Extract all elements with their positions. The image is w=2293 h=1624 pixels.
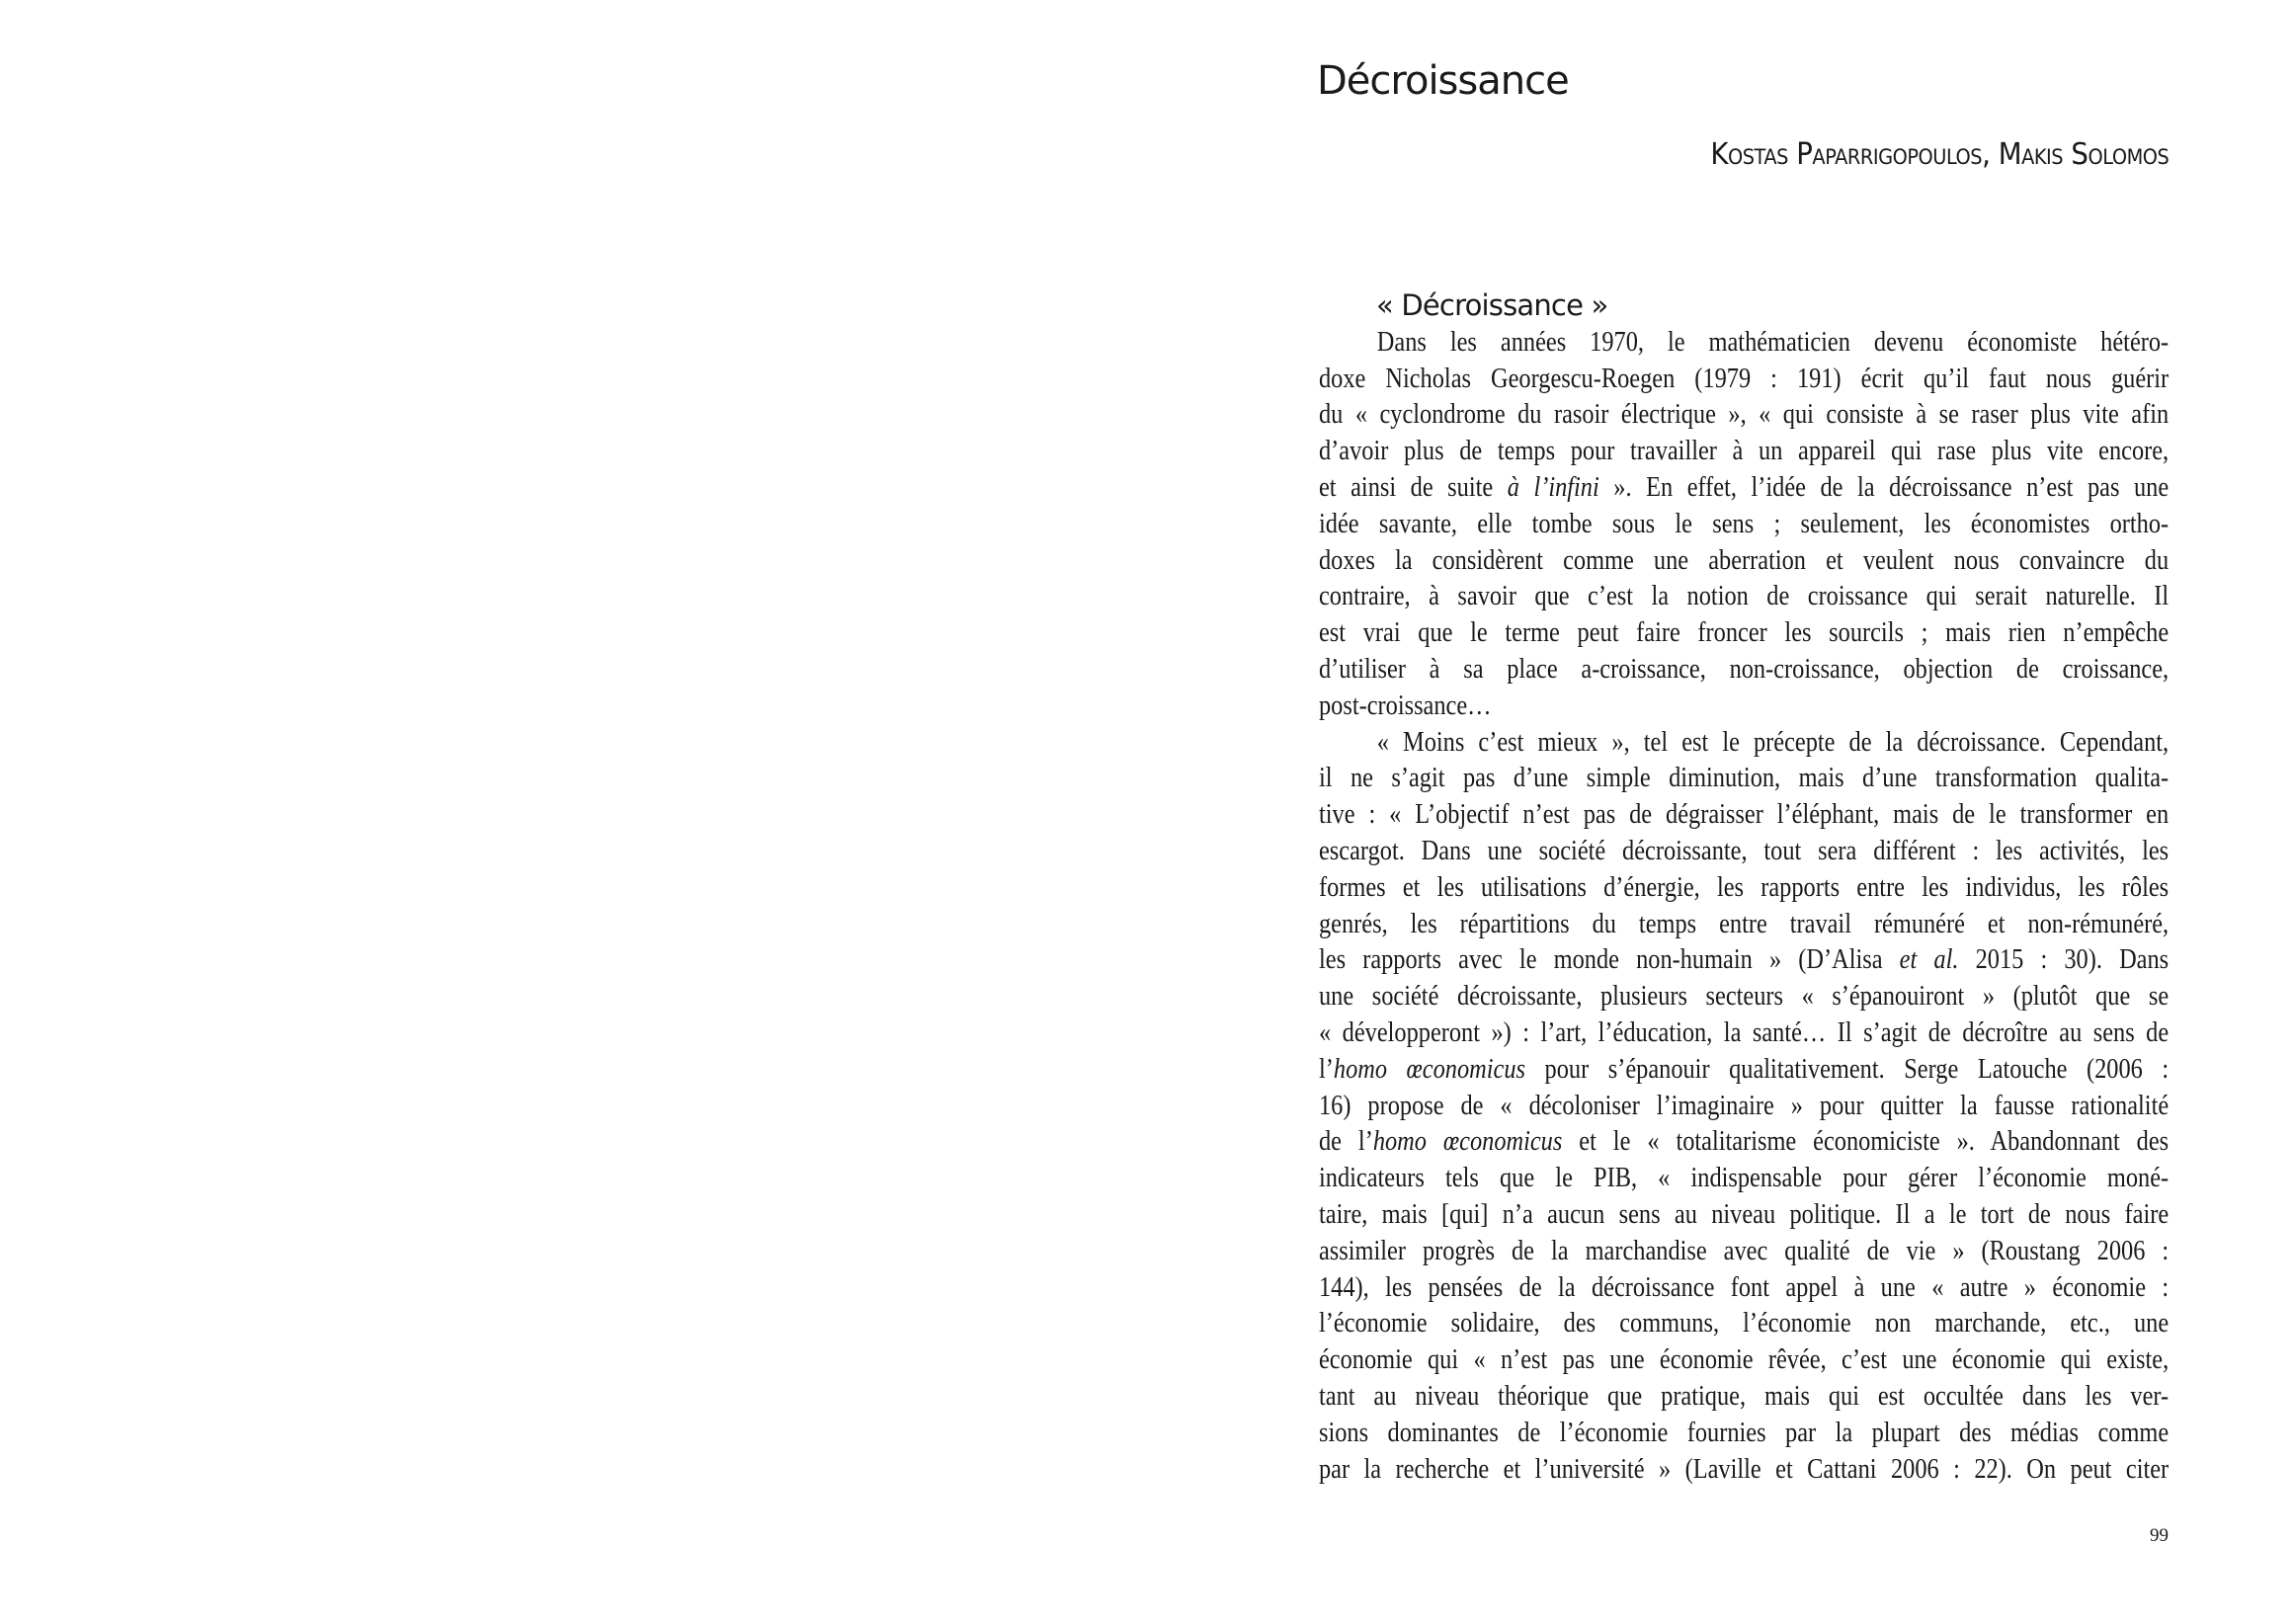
text-segment: tive : « L’objectif n’est pas de dégraisser l’éléphant, mais de le transformer en	[1319, 798, 2170, 831]
text-segment: 2015 : 30). Dans	[1958, 943, 2170, 976]
text-line	[1319, 1378, 2169, 1415]
text-segment: « Moins c’est mieux », tel est le précepte de la décroissance. Cependant,	[1376, 725, 2170, 758]
text-line	[1319, 1196, 2169, 1233]
text-line	[1319, 796, 2169, 833]
text-line	[1319, 906, 2169, 942]
italic-text: homo œconomicus	[1372, 1125, 1563, 1158]
text-segment: doxe Nicholas Georgescu-Roegen (1979 : 191) écrit qu’il faut nous guérir	[1319, 362, 2170, 394]
text-line	[1319, 1160, 2169, 1196]
text-segment: Dans les années 1970, le mathématicien devenu économiste hétéro-	[1376, 325, 2170, 358]
text-segment: d’utiliser à sa place a-croissance, non-croissance, objection de croissance,	[1319, 652, 2170, 685]
text-segment: et ainsi de suite	[1319, 470, 1508, 503]
text-line	[1319, 396, 2169, 433]
text-segment: doxes la considèrent comme une aberration et veulent nous convaincre du	[1319, 543, 2170, 576]
italic-text: à l’infini	[1507, 470, 1599, 503]
italic-text: et al.	[1899, 943, 1959, 976]
text-line	[1319, 433, 2169, 469]
text-segment: d’avoir plus de temps pour travailler à un appareil qui rase plus vite encore,	[1319, 435, 2170, 467]
text-segment: et le « totalitarisme économiciste ». Abandonnant des	[1562, 1125, 2170, 1158]
text-line	[1319, 724, 2169, 761]
text-segment: une société décroissante, plusieurs secteurs « s’épanouiront » (plutôt que se	[1319, 980, 2170, 1013]
text-line	[1319, 1015, 2169, 1051]
text-line	[1319, 1451, 2169, 1488]
paragraph-lines	[1319, 324, 2169, 1488]
text-line	[1319, 869, 2169, 906]
text-segment: pour s’épanouir qualitativement. Serge Latouche (2006 :	[1525, 1052, 2170, 1085]
italic-text: homo œconomicus	[1333, 1052, 1526, 1085]
text-segment: contraire, à savoir que c’est la notion de croissance qui serait naturelle. Il	[1319, 580, 2170, 612]
text-line	[1319, 614, 2169, 651]
text-segment: sions dominantes de l’économie fournies par la plupart des médias comme	[1319, 1416, 2170, 1448]
chapter-title: Décroissance	[1317, 58, 1569, 104]
chapter-authors: Kostas Paparrigopoulos, Makis Solomos	[1710, 137, 2169, 172]
text-line	[1319, 1123, 2169, 1160]
text-line	[1319, 361, 2169, 397]
text-segment: assimiler progrès de la marchandise avec qualité de vie » (Roustang 2006 :	[1319, 1234, 2170, 1266]
text-segment: 144), les pensées de la décroissance font appel à une « autre » économie :	[1319, 1270, 2170, 1303]
page-number: 99	[2150, 1525, 2169, 1546]
section-heading: « Décroissance »	[1376, 288, 1608, 322]
text-segment: ». En effet, l’idée de la décroissance n’est pas une	[1598, 470, 2170, 503]
text-segment: escargot. Dans une société décroissante, tout sera différent : les activités, les	[1319, 834, 2170, 866]
text-line	[1319, 688, 2169, 724]
text-line	[1319, 578, 2169, 614]
text-segment: est vrai que le terme peut faire froncer les sourcils ; mais rien n’empêche	[1319, 616, 2170, 649]
text-segment: les rapports avec le monde non-humain » (D’Alisa	[1319, 943, 1900, 976]
text-line	[1319, 1088, 2169, 1124]
text-segment: l’économie solidaire, des communs, l’économie non marchande, etc., une	[1319, 1307, 2170, 1340]
text-segment: du « cyclondrome du rasoir électrique », « qui consiste à se raser plus vite afin	[1319, 398, 2170, 431]
text-segment: idée savante, elle tombe sous le sens ; seulement, les économistes ortho-	[1319, 507, 2170, 539]
text-line	[1319, 469, 2169, 506]
text-segment: économie qui « n’est pas une économie rêvée, c’est une économie qui existe,	[1319, 1343, 2170, 1376]
text-line	[1319, 941, 2169, 978]
text-segment: indicateurs tels que le PIB, « indispensable pour gérer l’économie moné-	[1319, 1162, 2170, 1194]
text-line	[1319, 978, 2169, 1015]
text-segment: formes et les utilisations d’énergie, les rapports entre les individus, les rôles	[1319, 870, 2170, 903]
text-line	[1319, 1051, 2169, 1088]
text-segment: de l’	[1319, 1125, 1373, 1158]
text-segment: l’	[1319, 1052, 1334, 1085]
text-line	[1319, 324, 2169, 361]
text-line	[1319, 833, 2169, 869]
text-segment: tant au niveau théorique que pratique, mais qui est occultée dans les ver-	[1319, 1379, 2170, 1412]
text-segment: post-croissance…	[1319, 689, 1492, 721]
text-segment: genrés, les répartitions du temps entre travail rémunéré et non-rémunéré,	[1319, 907, 2170, 939]
text-segment: par la recherche et l’université » (Laville et Cattani 2006 : 22). On peut citer	[1319, 1452, 2170, 1485]
text-line	[1319, 1269, 2169, 1306]
text-line	[1319, 1415, 2169, 1451]
text-line	[1319, 542, 2169, 579]
text-segment: 16) propose de « décoloniser l’imaginaire » pour quitter la fausse rationalité	[1319, 1089, 2170, 1121]
text-line	[1319, 506, 2169, 542]
text-line	[1319, 1233, 2169, 1269]
text-line	[1319, 1341, 2169, 1378]
text-line	[1319, 651, 2169, 688]
text-segment: « développeront ») : l’art, l’éducation, la santé… Il s’agit de décroître au sens de	[1319, 1015, 2170, 1048]
text-segment: taire, mais [qui] n’a aucun sens au niveau politique. Il a le tort de nous faire	[1319, 1197, 2170, 1230]
text-segment: il ne s’agit pas d’une simple diminution, mais d’une transformation qualita-	[1319, 762, 2170, 794]
text-line	[1319, 760, 2169, 796]
text-line	[1319, 1305, 2169, 1341]
body-text	[1319, 287, 2169, 1487]
